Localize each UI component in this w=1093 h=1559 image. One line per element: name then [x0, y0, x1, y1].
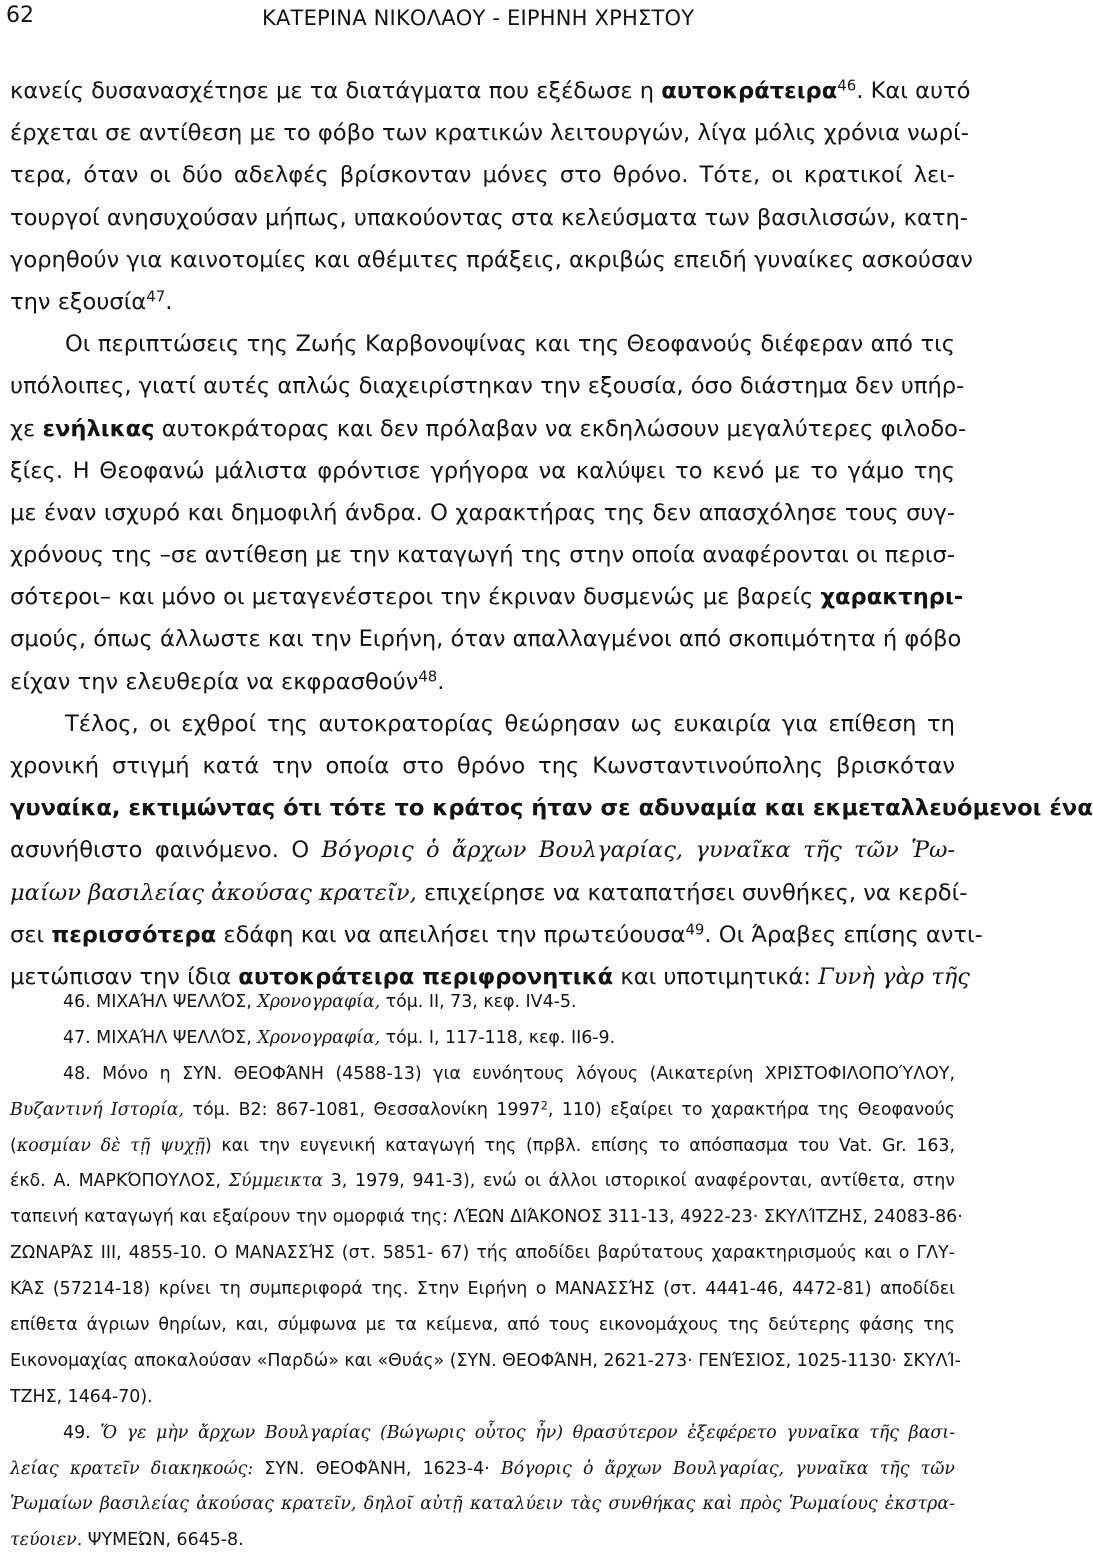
body-line: [10, 365, 965, 407]
text-run: , 110) εξαίρει το χαρακτήρα της Θεοφανούς: [547, 1099, 956, 1120]
text-run: 46. ΜΙΧΑΉΛ ΨΕΛΛΌΣ,: [63, 992, 258, 1012]
footnote-ref: 48: [418, 667, 438, 686]
text-run: γυναίκα, εκτιμώντας ότι τότε το κράτος ήταν σε αδυναμία και εκμεταλλευόμενοι ένα: [10, 795, 1093, 822]
footnote-line: [10, 1129, 955, 1165]
body-line: [10, 661, 955, 703]
text-run: 47. ΜΙΧΑΉΛ ΨΕΛΛΌΣ,: [63, 1027, 258, 1048]
footnote-line: [10, 1236, 955, 1272]
body-line: [10, 492, 955, 534]
footnote-line: [10, 1021, 955, 1057]
text-run: Χρονογραφία,: [257, 1027, 381, 1048]
text-run: Βυζαντινή Ιστορία,: [10, 1099, 185, 1120]
body-line: [10, 703, 955, 745]
text-run: ΣΥΝ. ΘΕΟΦΆΝΗ, 1623-4·: [253, 1458, 501, 1479]
text-run: ΚΆΣ (57214-18) κρίνει τη συμπεριφορά της. Στην Ειρήνη ο ΜΑΝΑΣΣΉΣ (στ. 4441-46, 4472-81) αποδίδει: [10, 1279, 955, 1300]
text-run: τόμ. Β2: 867-1081, Θεσσαλονίκη 1997: [184, 1099, 541, 1120]
text-run: τόμ. ΙΙ, 73, κεφ. IV4-5.: [380, 992, 577, 1012]
text-run: Βόγορις ὁ ἄρχων Βουλγαρίας, γυναῖκα τῆς τῶν Ῥω-: [321, 837, 956, 864]
text-run: (: [10, 1135, 17, 1156]
text-run: Βόγορις ὁ ἄρχων Βουλγαρίας, γυναῖκα τῆς τῶν: [500, 1458, 956, 1479]
text-run: τόμ. Ι, 117-118, κεφ. ΙΙ6-9.: [380, 1027, 616, 1048]
footnote-line: [10, 1272, 955, 1308]
text-run: γορηθούν για καινοτομίες και αθέμιτες πράξεις, ακριβώς επειδή γυναίκες ασκούσαν: [10, 246, 973, 273]
body-line: [10, 872, 968, 914]
footnote-ref: 47: [146, 287, 166, 306]
footnote-line: [10, 1523, 955, 1559]
text-run: ταπεινή καταγωγή και εξαίρουν την ομορφιά της: ΛΈΩΝ ΔΙΆΚΟΝΟΣ 311-13, 4922-23· ΣΚΥΛΊΤΖΗΣ, 24083-86·: [10, 1207, 963, 1228]
body-line: [10, 576, 964, 618]
footnote-line: [10, 1164, 955, 1200]
footnote-line: [10, 1093, 955, 1129]
text-run: 49.: [63, 1422, 101, 1443]
text-run: ενήλικας: [42, 415, 155, 442]
footnotes: [10, 985, 963, 1559]
body-line: [10, 197, 968, 239]
footnote-line: [10, 1057, 955, 1093]
body-text: [10, 70, 1093, 998]
text-run: με έναν ισχυρό και δημοφιλή άνδρα. Ο χαρακτήρας της δεν απασχόλησε τους συγ-: [10, 499, 955, 526]
text-run: Τέλος, οι εχθροί της αυτοκρατορίας θεώρησαν ως ευκαιρία για επίθεση τη: [65, 710, 955, 737]
text-run: χαρακτηρι-: [820, 584, 964, 611]
page-number: 62: [6, 3, 34, 28]
footnote-line: [10, 1416, 955, 1452]
body-line: [10, 745, 955, 787]
text-run: Χρονογραφία,: [257, 992, 381, 1012]
body-line: [10, 534, 955, 576]
text-run: ξίες. Η Θεοφανώ μάλιστα φρόντισε γρήγορα να καλύψει το κενό με το γάμο της: [10, 457, 955, 484]
text-run: 48. Μόνο η ΣΥΝ. ΘΕΟΦΆΝΗ (4588-13) για ευνόητους λόγους (Αικατερίνη ΧΡΙΣΤΟΦΙΛΟΠΟΎΛΟΥ,: [63, 1063, 955, 1084]
text-run: χε: [10, 415, 43, 442]
footnote-ref: 46: [837, 76, 857, 95]
footnote-ref: 2: [540, 1097, 548, 1112]
text-run: τουργοί ανησυχούσαν μήπως, υπακούοντας στα κελεύσματα των βασιλισσών, κατη-: [10, 204, 968, 231]
text-run: χρόνους της –σε αντίθεση με την καταγωγή της στην οποία αναφέρονται οι περισ-: [10, 542, 955, 569]
text-run: ΖΩΝΑΡΆΣ ΙΙΙ, 4855-10. Ο ΜΑΝΑΣΣΉΣ (στ. 5851- 67) τής αποδίδει βαρύτατους χαρακτηρισμούς και ο ΓΛΥ-: [10, 1243, 955, 1264]
footnote-line: [10, 985, 955, 1021]
text-run: εδάφη και να απειλήσει την πρωτεύουσα: [216, 921, 686, 948]
body-line: [10, 450, 955, 492]
footnote-ref: 49: [685, 920, 705, 939]
footnote-line: [10, 1452, 955, 1488]
body-line: [10, 323, 955, 365]
text-run: .: [165, 288, 173, 315]
text-run: περισσότερα: [51, 921, 217, 948]
body-line: [10, 618, 962, 660]
text-run: ΤΖΗΣ, 1464-70).: [10, 1386, 153, 1407]
text-run: μαίων βασιλείας ἀκούσας κρατεῖν,: [10, 879, 417, 906]
body-line: [10, 70, 971, 112]
body-line: [10, 154, 955, 196]
text-run: σμούς, όπως άλλωστε και την Ειρήνη, όταν απαλλαγμένοι από σκοπιμότητα ή φόβο: [10, 626, 962, 653]
text-run: λείας κρατεῖν διακηκοώς:: [10, 1458, 254, 1479]
body-line: [10, 112, 969, 154]
text-run: επίθετα άγριων θηρίων, και, σύμφωνα με τα κείμενα, από τους εικονομάχους της δεύτερης φάσης της: [10, 1315, 955, 1336]
text-run: Σύμμεικτα: [228, 1171, 324, 1192]
body-line: [10, 914, 983, 956]
text-run: σει: [10, 921, 52, 948]
text-run: αυτοκράτειρα: [661, 78, 838, 104]
text-run: Οι περιπτώσεις της Ζωής Καρβονοψίνας και της Θεοφανούς διέφεραν από τις: [65, 331, 955, 358]
body-line: [10, 408, 967, 450]
text-run: μετώπισαν την ίδια: [10, 963, 239, 990]
text-run: κοσμίαν δὲ τῇ ψυχῇ: [16, 1135, 205, 1156]
text-run: τερα, όταν οι δύο αδελφές βρίσκονταν μόνες στο θρόνο. Τότε, οι κρατικοί λει-: [10, 162, 955, 189]
text-run: ΨΥΜΕΏΝ, 6645-8.: [82, 1530, 244, 1551]
text-run: υπόλοιπες, γιατί αυτές απλώς διαχειρίστηκαν την εξουσία, όσο διάστημα δεν υπήρ-: [10, 373, 965, 400]
text-run: έκδ. Α. ΜΑΡΚΌΠΟΥΛΟΣ,: [10, 1171, 229, 1192]
footnote-line: [10, 1308, 955, 1344]
text-run: ασυνήθιστο φαινόμενο. Ο: [10, 837, 322, 864]
text-run: σότεροι– και μόνο οι μεταγενέστεροι την έκριναν δυσμενώς με βαρείς: [10, 584, 821, 611]
text-run: 3, 1979, 941-3), ενώ οι άλλοι ιστορικοί αναφέρονται, αντίθετα, στην: [323, 1171, 955, 1192]
text-run: τεύοιεν.: [10, 1530, 83, 1551]
text-run: είχαν την ελευθερία να εκφρασθούν: [10, 668, 419, 695]
text-run: Γυνὴ γὰρ τῆς: [818, 963, 970, 990]
text-run: .: [437, 668, 445, 695]
running-head: ΚΑΤΕΡΙΝΑ ΝΙΚΟΛΑΟΥ - ΕΙΡΗΝΗ ΧΡΗΣΤΟΥ: [262, 6, 695, 30]
footnote-line: [10, 1200, 963, 1236]
text-run: έρχεται σε αντίθεση με το φόβο των κρατικών λειτουργών, λίγα μόλις χρόνια νωρί-: [10, 120, 969, 147]
body-line: [10, 787, 1093, 829]
text-run: . Και αυτό: [856, 78, 971, 104]
text-run: Ὅ γε μὴν ἄρχων Βουλγαρίας (Βώγωρις οὗτος ἦν) θρασύτερον ἐξεφέρετο γυναῖκα τῆς βασι-: [100, 1422, 956, 1443]
footnote-line: [10, 1380, 955, 1416]
footnote-line: [10, 1487, 955, 1523]
text-run: επιχείρησε να καταπατήσει συνθήκες, να κερδί-: [416, 879, 968, 906]
body-line: [10, 239, 973, 281]
text-run: χρονική στιγμή κατά την οποία στο θρόνο της Κωνσταντινούπολης βρισκόταν: [10, 753, 955, 779]
body-line: [10, 281, 955, 323]
body-line: [10, 829, 955, 871]
text-run: και υποτιμητικά:: [613, 963, 819, 990]
text-run: Εικονομαχίας αποκαλούσαν «Παρδώ» και «Θυάς» (ΣΥΝ. ΘΕΟΦΆΝΗ, 2621-273· ΓΕΝΈΣΙΟΣ, 1025-1130· ΣΚΥΛΊ-: [10, 1350, 961, 1371]
text-run: αυτοκράτορας και δεν πρόλαβαν να εκδηλώσουν μεγαλύτερες φιλοδο-: [154, 415, 967, 442]
text-run: Ῥωμαίων βασιλείας ἀκούσας κρατεῖν, δηλοῖ αὐτῇ καταλύειν τὰς συνθήκας καὶ πρὸς Ῥωμαίους ἐκστρα-: [10, 1494, 955, 1515]
text-run: την εξουσία: [10, 288, 147, 315]
text-run: κανείς δυσανασχέτησε με τα διατάγματα που εξέδωσε η: [10, 78, 662, 104]
text-run: αυτοκράτειρα περιφρονητικά: [238, 963, 614, 990]
text-run: . Οι Άραβες επίσης αντι-: [704, 921, 983, 948]
footnote-line: [10, 1344, 961, 1380]
text-run: ) και την ευγενική καταγωγή της (πρβλ. επίσης το απόσπασμα του Vat. Gr. 163,: [204, 1135, 955, 1156]
